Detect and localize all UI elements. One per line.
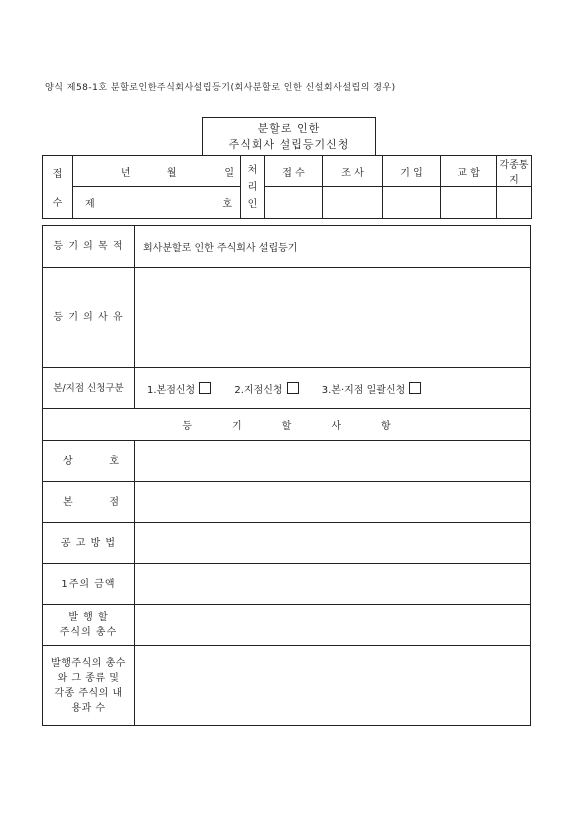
receipt-label bbox=[43, 156, 73, 219]
receipt-number-suffix: 호 bbox=[222, 199, 232, 210]
authorized-shares-label-2: 주식의 총수 bbox=[59, 627, 118, 638]
receipt-number-cell[interactable] bbox=[73, 187, 241, 219]
receipt-year: 년 bbox=[73, 156, 137, 187]
par-value-label: 1주의 금액 bbox=[43, 564, 135, 605]
verify-stamp-cell[interactable] bbox=[441, 187, 497, 219]
notice-method-field[interactable] bbox=[135, 523, 531, 564]
form-title bbox=[202, 117, 376, 155]
col-receipt: 접 수 bbox=[265, 156, 323, 187]
col-verify: 교 합 bbox=[441, 156, 497, 187]
trade-name-field[interactable] bbox=[135, 441, 531, 482]
form-number-label: 양식 제58-1호 분할로인한주식회사설립등기(회사분할로 인한 신설회사설립의 경우) bbox=[45, 83, 396, 93]
trade-name-label-2: 호 bbox=[109, 455, 120, 467]
authorized-shares-label bbox=[43, 605, 135, 646]
receipt-table bbox=[42, 155, 532, 219]
col-review: 조 사 bbox=[323, 156, 383, 187]
form-title-line2: 주식회사 설립등기신청 bbox=[228, 138, 350, 151]
processing-char-1: 처 bbox=[247, 164, 258, 176]
processing-seal-label bbox=[241, 156, 265, 219]
head-office-label-1: 본 bbox=[63, 496, 74, 508]
purpose-value[interactable]: 회사분할로 인한 주식회사 설립등기 bbox=[135, 226, 531, 268]
checkbox-head-office[interactable] bbox=[199, 382, 211, 394]
par-value-field[interactable] bbox=[135, 564, 531, 605]
notice-stamp-cell[interactable] bbox=[497, 187, 532, 219]
receipt-label-top: 접 bbox=[52, 169, 63, 180]
receipt-label-bottom: 수 bbox=[52, 198, 63, 209]
option-both-offices-label: 3.본·지점 일괄신청 bbox=[321, 384, 406, 396]
option-both-offices[interactable] bbox=[322, 385, 422, 396]
issued-shares-label-1: 발행주식의 총수 bbox=[51, 657, 126, 669]
processing-char-2: 리 bbox=[247, 181, 258, 193]
processing-char-3: 인 bbox=[247, 198, 258, 210]
entry-stamp-cell[interactable] bbox=[383, 187, 441, 219]
receipt-stamp-cell[interactable] bbox=[265, 187, 323, 219]
option-branch-office[interactable] bbox=[234, 385, 298, 396]
receipt-day: 일 bbox=[181, 156, 241, 187]
receipt-number-prefix: 제 bbox=[85, 199, 95, 210]
review-stamp-cell[interactable] bbox=[323, 187, 383, 219]
head-office-label-2: 점 bbox=[109, 496, 120, 508]
authorized-shares-label-1: 발 행 할 bbox=[68, 612, 109, 623]
trade-name-label-1: 상 bbox=[63, 455, 74, 467]
issued-shares-label-2: 와 그 종류 및 bbox=[57, 672, 120, 684]
issued-shares-label-4: 용과 수 bbox=[71, 702, 106, 714]
receipt-month: 월 bbox=[137, 156, 181, 187]
section-header: 등기할사항 bbox=[43, 409, 531, 441]
authorized-shares-field[interactable] bbox=[135, 605, 531, 646]
trade-name-label bbox=[43, 441, 135, 482]
notice-method-label: 공 고 방 법 bbox=[43, 523, 135, 564]
col-entry: 기 입 bbox=[383, 156, 441, 187]
checkbox-both-offices[interactable] bbox=[409, 382, 421, 394]
head-office-label bbox=[43, 482, 135, 523]
reason-label: 등 기 의 사 유 bbox=[43, 268, 135, 368]
option-head-office[interactable] bbox=[147, 385, 211, 396]
issued-shares-label-3: 각종 주식의 내 bbox=[54, 687, 123, 699]
reason-field[interactable] bbox=[135, 268, 531, 368]
division-options bbox=[135, 368, 531, 409]
application-table bbox=[42, 225, 531, 726]
option-head-office-label: 1.본점신청 bbox=[147, 384, 196, 396]
issued-shares-field[interactable] bbox=[135, 646, 531, 726]
head-office-field[interactable] bbox=[135, 482, 531, 523]
checkbox-branch-office[interactable] bbox=[287, 382, 299, 394]
purpose-label: 등 기 의 목 적 bbox=[43, 226, 135, 268]
form-title-line1: 분할로 인한 bbox=[257, 122, 321, 135]
issued-shares-label bbox=[43, 646, 135, 726]
option-branch-office-label: 2.지점신청 bbox=[234, 384, 283, 396]
col-notice: 각종통지 bbox=[497, 156, 532, 187]
division-label: 본/지점 신청구분 bbox=[43, 368, 135, 409]
